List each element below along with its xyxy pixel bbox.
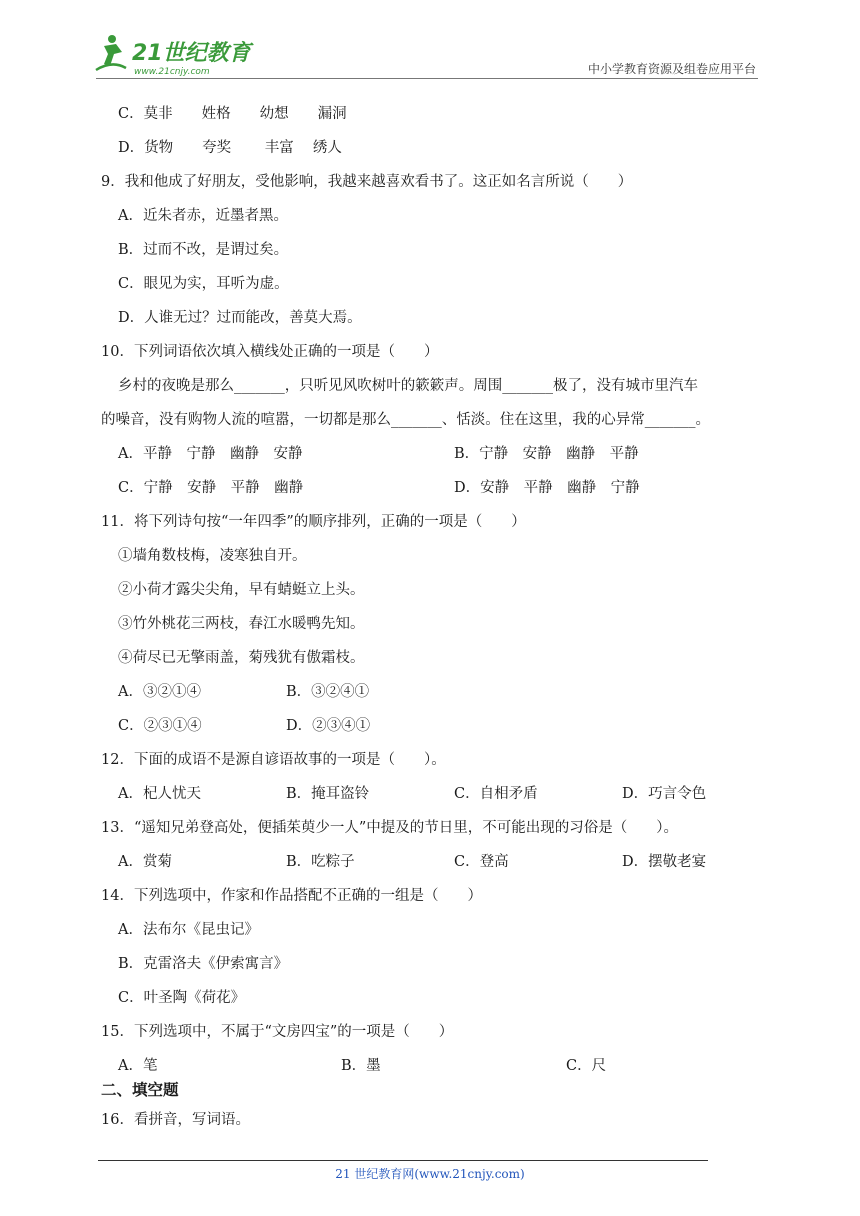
q14-option-b: B．克雷洛夫《伊索寓言》 (118, 956, 289, 972)
footer-divider (98, 1160, 708, 1161)
q11-poem-1: ①墙角数枝梅，凌寒独自开。 (118, 548, 307, 564)
q14-option-a: A．法布尔《昆虫记》 (118, 922, 259, 938)
q13-option-a: A．赏菊 (118, 854, 172, 870)
platform-name: 中小学教育资源及组卷应用平台 (587, 62, 756, 76)
q12-option-a: A．杞人忧天 (118, 786, 201, 802)
q9-stem: 9．我和他成了好朋友，受他影响，我越来越喜欢看书了。这正如名言所说（ ） (101, 174, 633, 190)
q11-poem-3: ③竹外桃花三两枝，春江水暖鸭先知。 (118, 616, 365, 632)
q9-option-a: A．近朱者赤，近墨者黑。 (118, 208, 288, 224)
q10-passage-line1: 乡村的夜晚是那么_______，只听见风吹树叶的簌簌声。周围_______极了，没有城市里汽车 (118, 378, 698, 394)
q10-option-d: D．安静 平静 幽静 宁静 (454, 480, 640, 496)
q8-option-d: D．货物 夸奖 丰富 绣人 (118, 140, 342, 156)
page-header (0, 0, 860, 82)
q15-option-c: C．尺 (566, 1058, 607, 1074)
q12-option-d: D．巧言令色 (622, 786, 707, 802)
site-logo (92, 30, 262, 78)
q11-poem-4: ④荷尽已无擎雨盖，菊残犹有傲霜枝。 (118, 650, 365, 666)
header-divider (96, 78, 758, 79)
q10-option-a: A．平静 宁静 幽静 安静 (118, 446, 303, 462)
q13-stem: 13．“遥知兄弟登高处，便插茱萸少一人”中提及的节日里，不可能出现的习俗是（ ）。 (101, 820, 679, 836)
q15-stem: 15．下列选项中，不属于“文房四宝”的一项是（ ） (101, 1024, 454, 1040)
q12-stem: 12．下面的成语不是源自谚语故事的一项是（ ）。 (101, 752, 446, 768)
q11-option-b: B．③②④① (286, 684, 370, 700)
q11-option-c: C．②③①④ (118, 718, 202, 734)
q14-option-c: C．叶圣陶《荷花》 (118, 990, 246, 1006)
q14-stem: 14．下列选项中，作家和作品搭配不正确的一组是（ ） (101, 888, 482, 904)
q16-stem: 16．看拼音，写词语。 (101, 1112, 250, 1128)
q11-poem-2: ②小荷才露尖尖角，早有蜻蜓立上头。 (118, 582, 365, 598)
q15-option-a: A．笔 (118, 1058, 158, 1074)
runner-icon (96, 35, 126, 70)
q8-option-c: C．莫非 姓格 幼想 漏洞 (118, 106, 347, 122)
q12-option-c: C．自相矛盾 (454, 786, 538, 802)
q11-option-a: A．③②①④ (118, 684, 201, 700)
q11-stem: 11．将下列诗句按“一年四季”的顺序排列，正确的一项是（ ） (101, 514, 526, 530)
page-footer: 21 世纪教育网(www.21cnjy.com) (335, 1167, 525, 1181)
q13-option-c: C．登高 (454, 854, 509, 870)
section-heading-fill-in: 二、填空题 (101, 1081, 179, 1099)
logo-url: www.21cnjy.com (134, 67, 210, 77)
q15-option-b: B．墨 (341, 1058, 381, 1074)
q13-option-d: D．摆敬老宴 (622, 854, 707, 870)
q11-option-d: D．②③④① (286, 718, 371, 734)
q10-stem: 10．下列词语依次填入横线处正确的一项是（ ） (101, 344, 439, 360)
q10-option-c: C．宁静 安静 平静 幽静 (118, 480, 304, 496)
logo-text: 21世纪教育 (132, 41, 251, 66)
q10-option-b: B．宁静 安静 幽静 平静 (454, 446, 639, 462)
q9-option-c: C．眼见为实，耳听为虚。 (118, 276, 289, 292)
q10-passage-line2: 的噪音，没有购物人流的喧嚣，一切都是那么_______、恬淡。住在这里，我的心异常_______。 (101, 412, 710, 428)
q13-option-b: B．吃粽子 (286, 854, 355, 870)
q12-option-b: B．掩耳盗铃 (286, 786, 370, 802)
q9-option-d: D．人谁无过？过而能改，善莫大焉。 (118, 310, 362, 326)
q9-option-b: B．过而不改，是谓过矣。 (118, 242, 289, 258)
